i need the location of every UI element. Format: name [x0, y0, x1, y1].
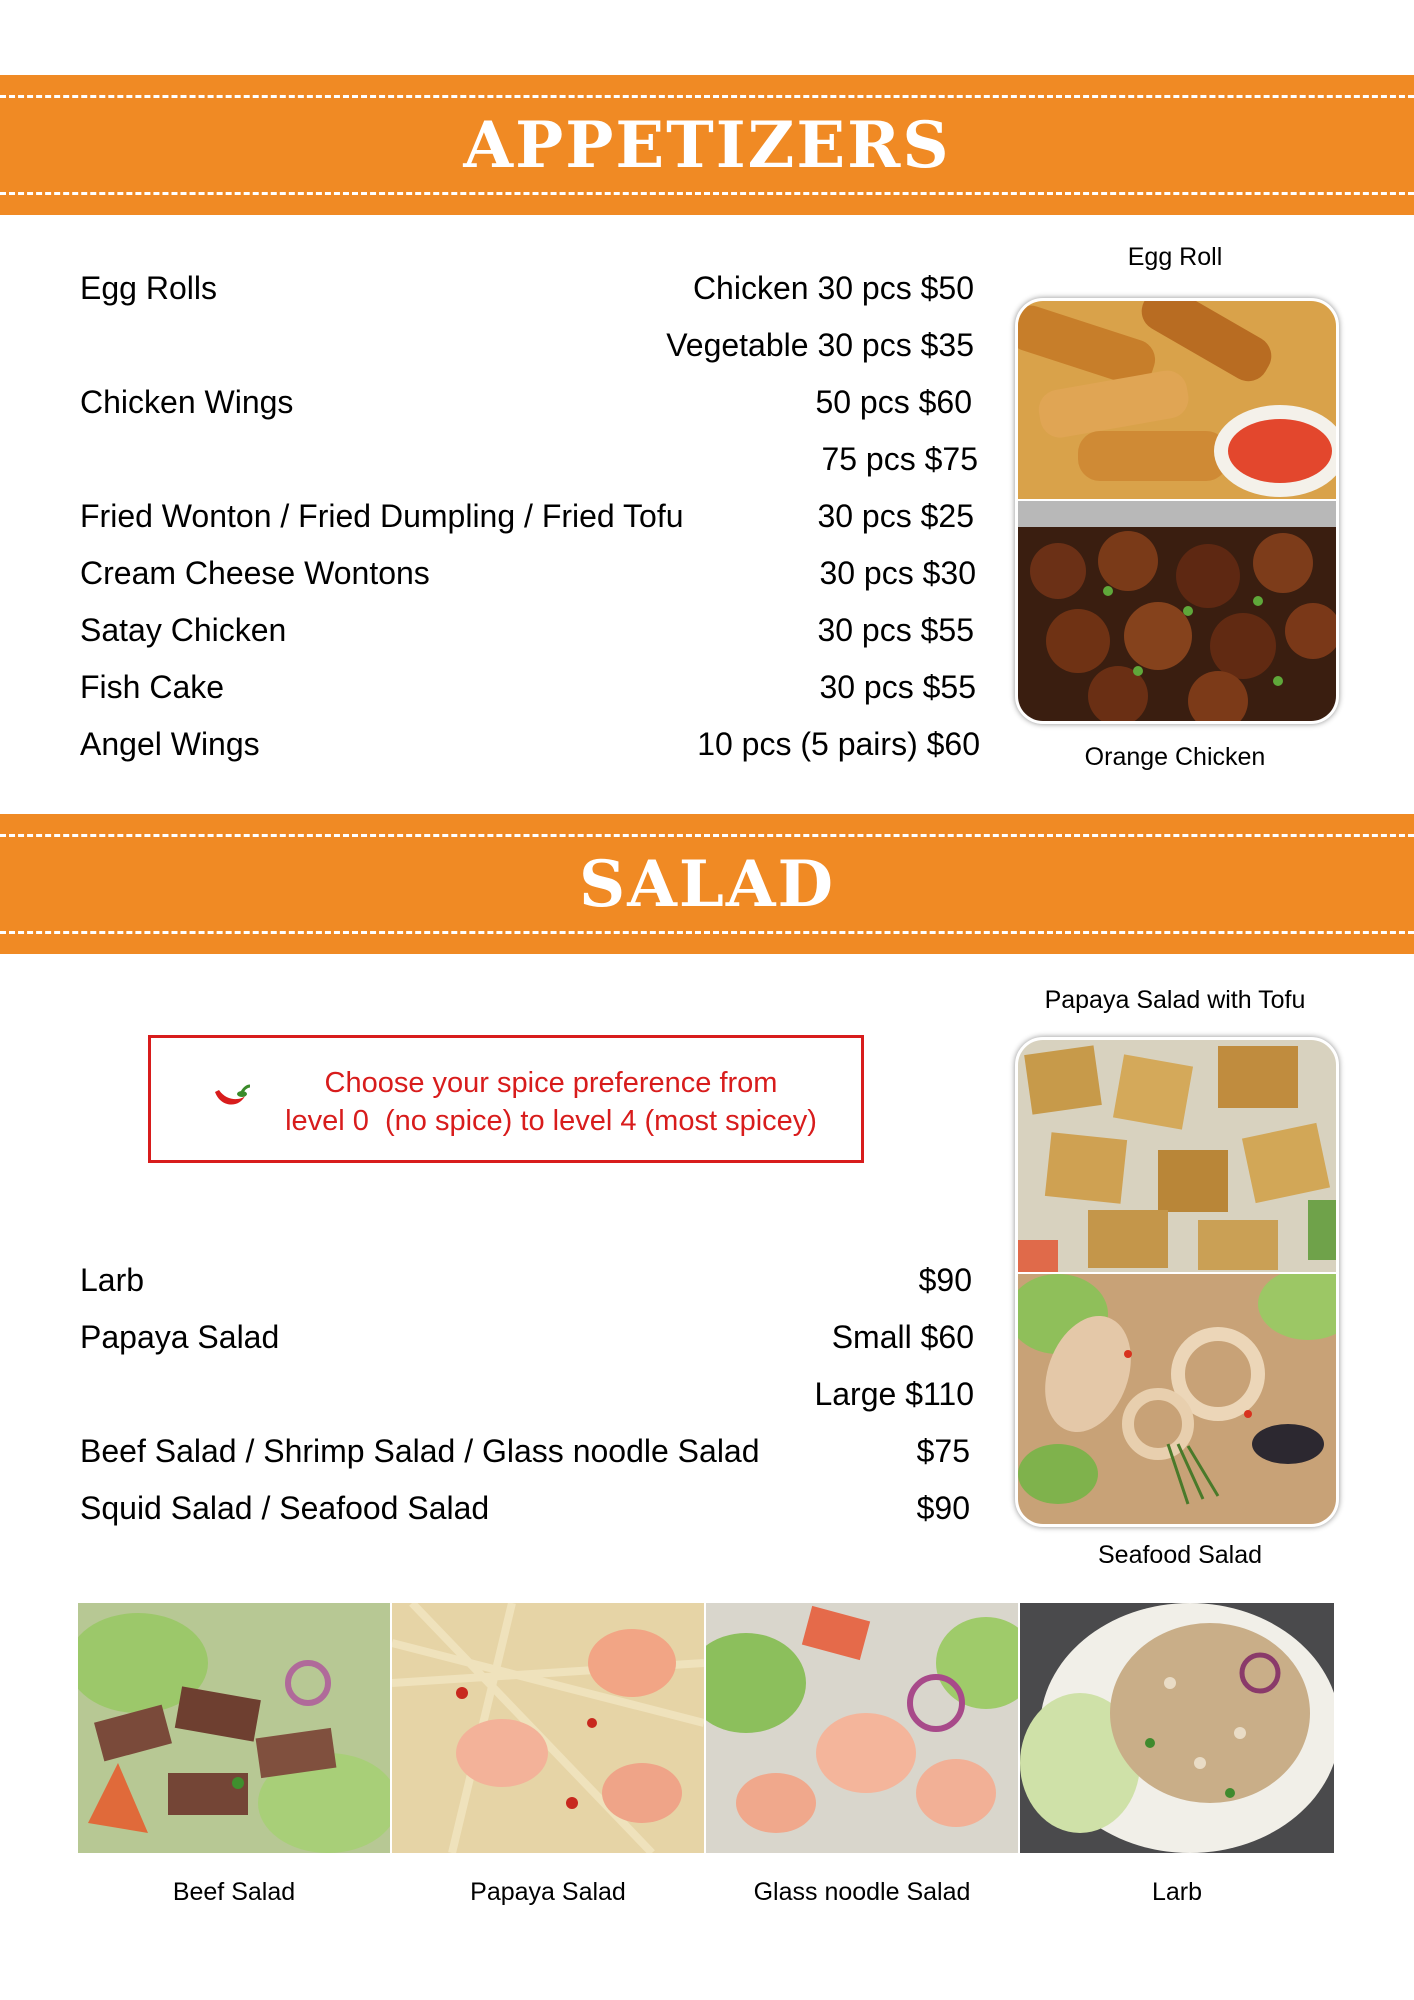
menu-row: [80, 610, 974, 650]
item-price: 30 pcs $30: [819, 555, 976, 591]
menu-row: [80, 382, 970, 422]
item-price: $90: [918, 1262, 972, 1298]
item-name: Larb: [80, 1262, 145, 1298]
item-price: Small $60: [831, 1319, 974, 1355]
item-name: Squid Salad / Seafood Salad: [80, 1490, 490, 1526]
item-name: Egg Rolls: [80, 270, 217, 306]
menu-row: [80, 268, 974, 308]
menu-row: [80, 1374, 974, 1414]
item-name: Cream Cheese Wontons: [80, 555, 430, 591]
appetizers-banner: [0, 75, 1414, 215]
menu-row: [80, 496, 974, 536]
item-price: 30 pcs $25: [817, 498, 974, 534]
menu-row: [80, 1488, 970, 1528]
menu-row: [80, 325, 974, 365]
item-price: $90: [916, 1490, 970, 1526]
item-name: Papaya Salad: [80, 1319, 280, 1355]
orange-chicken-caption: Orange Chicken: [1084, 743, 1266, 771]
salad-banner: [0, 814, 1414, 954]
larb-photo: [1020, 1603, 1334, 1853]
menu-row: [80, 1260, 970, 1300]
item-price: Vegetable 30 pcs $35: [666, 327, 974, 363]
glass-noodle-salad-photo: [706, 1603, 1018, 1853]
gallery-caption-papaya-salad: Papaya Salad: [470, 1878, 626, 1906]
item-price: 10 pcs (5 pairs) $60: [697, 726, 980, 762]
spice-notice: [148, 1035, 864, 1163]
item-price: 30 pcs $55: [819, 669, 976, 705]
orange-chicken-photo: [1018, 501, 1336, 721]
item-price: $75: [916, 1433, 970, 1469]
beef-salad-photo: [78, 1603, 390, 1853]
salad-gallery: [78, 1603, 1334, 1853]
item-name: Fried Wonton / Fried Dumpling / Fried Tofu: [80, 498, 684, 534]
seafood-salad-photo: [1018, 1274, 1336, 1524]
item-price: Large $110: [814, 1376, 974, 1412]
papaya-salad-tofu-photo: [1018, 1040, 1336, 1272]
egg-roll-caption: Egg Roll: [1127, 243, 1223, 271]
menu-row: [80, 553, 976, 593]
gallery-caption-beef-salad: Beef Salad: [172, 1878, 296, 1906]
item-name: Satay Chicken: [80, 612, 287, 648]
item-price: Chicken 30 pcs $50: [692, 270, 974, 306]
item-name: Angel Wings: [80, 726, 260, 762]
egg-roll-photo: [1018, 301, 1336, 499]
salad-title: SALAD: [578, 846, 836, 922]
banner-dashed-line-bottom: [0, 192, 1414, 195]
menu-row: [80, 439, 978, 479]
salad-photo-frame: [1015, 1037, 1339, 1527]
gallery-caption-larb: Larb: [1151, 1878, 1203, 1906]
menu-row: [80, 1431, 970, 1471]
seafood-salad-caption: Seafood Salad: [1097, 1541, 1263, 1569]
papaya-salad-photo: [392, 1603, 704, 1853]
item-name: Fish Cake: [80, 669, 225, 705]
appetizer-photo-frame: [1015, 298, 1339, 724]
item-name: Beef Salad / Shrimp Salad / Glass noodle Salad: [80, 1433, 760, 1469]
item-price: 30 pcs $55: [817, 612, 974, 648]
spice-notice-line-2: level 0 (no spice) to level 4 (most spicey): [285, 1105, 817, 1137]
menu-row: [80, 724, 980, 764]
spice-notice-line-1: Choose your spice preference from: [324, 1067, 778, 1099]
appetizers-title: APPETIZERS: [463, 107, 951, 183]
item-price: 75 pcs $75: [821, 441, 978, 477]
menu-row: [80, 1317, 974, 1357]
spice-notice-text: [251, 1064, 851, 1140]
gallery-caption-glass-noodle-salad: Glass noodle Salad: [753, 1878, 971, 1906]
item-name: Chicken Wings: [80, 384, 294, 420]
item-price: 50 pcs $60: [815, 384, 972, 420]
papaya-tofu-caption: Papaya Salad with Tofu: [1044, 986, 1306, 1014]
menu-row: [80, 667, 976, 707]
banner-dashed-line-bottom: [0, 931, 1414, 934]
chili-pepper-icon: [211, 1082, 251, 1112]
